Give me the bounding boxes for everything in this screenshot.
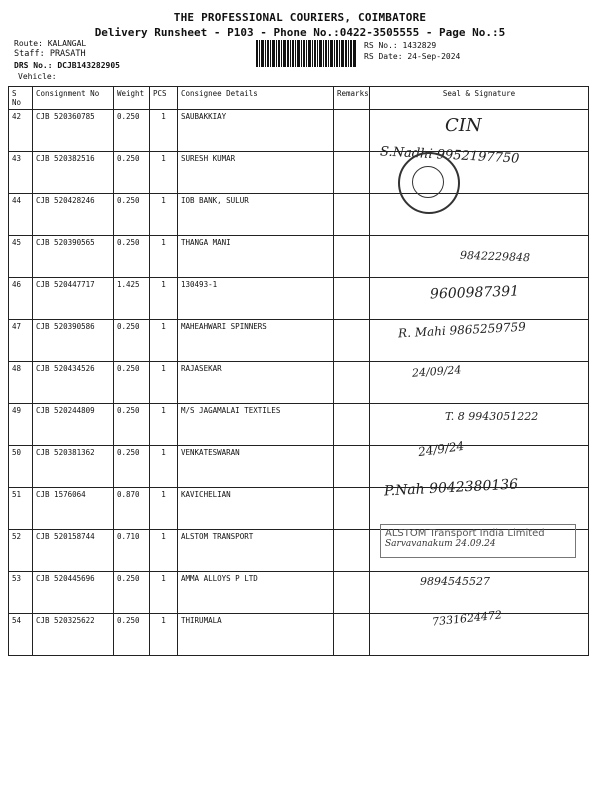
cell-weight: 0.250: [114, 194, 150, 236]
cell-consignee: AMMA ALLOYS P LTD: [178, 572, 334, 614]
table-row: [9, 572, 589, 614]
cell-sno: 53: [9, 572, 33, 614]
cell-pcs: 1: [150, 488, 178, 530]
alstom-stamp-line1: ALSTOM Transport India Limited: [385, 528, 545, 539]
signature-53: 9894545527: [420, 575, 490, 588]
cell-weight: 0.250: [114, 320, 150, 362]
cell-pcs: 1: [150, 614, 178, 656]
cell-consignment: CJB 520447717: [33, 278, 114, 320]
cell-consignment: CJB 520244809: [33, 404, 114, 446]
cell-weight: 0.250: [114, 446, 150, 488]
runsheet-subtitle: Delivery Runsheet - P103 - Phone No.:0422-3505555 - Page No.:5: [94, 26, 506, 39]
cell-consignment: CJB 520382516: [33, 152, 114, 194]
drs-label: DRS No.: DCJB143282905: [14, 61, 120, 70]
cell-remarks: [334, 278, 370, 320]
cell-consignment: CJB 520390565: [33, 236, 114, 278]
cell-weight: 0.250: [114, 614, 150, 656]
cell-consignment: CJB 520428246: [33, 194, 114, 236]
cell-remarks: [334, 614, 370, 656]
cell-consignee: SURESH KUMAR: [178, 152, 334, 194]
cell-consignment: CJB 520434526: [33, 362, 114, 404]
cell-consignee: RAJASEKAR: [178, 362, 334, 404]
cell-consignment: CJB 520360785: [33, 110, 114, 152]
cell-remarks: [334, 446, 370, 488]
signature-49: T. 8 9943051222: [445, 410, 539, 423]
col-sno: S No: [9, 87, 33, 110]
col-weight: Weight: [114, 87, 150, 110]
cell-consignment: CJB 520390586: [33, 320, 114, 362]
cell-consignee: IOB BANK, SULUR: [178, 194, 334, 236]
cell-pcs: 1: [150, 362, 178, 404]
cell-remarks: [334, 530, 370, 572]
cell-remarks: [334, 320, 370, 362]
col-pcs: PCS: [150, 87, 178, 110]
cell-pcs: 1: [150, 236, 178, 278]
cell-pcs: 1: [150, 572, 178, 614]
cell-consignment: CJB 520158744: [33, 530, 114, 572]
cell-sno: 47: [9, 320, 33, 362]
cell-sno: 45: [9, 236, 33, 278]
cell-remarks: [334, 488, 370, 530]
cell-pcs: 1: [150, 446, 178, 488]
rs-date: RS Date: 24-Sep-2024: [364, 52, 461, 61]
rs-number: RS No.: 1432829: [364, 41, 437, 50]
cell-pcs: 1: [150, 194, 178, 236]
cell-pcs: 1: [150, 530, 178, 572]
signature-50: 24/9/24: [417, 438, 466, 460]
cell-pcs: 1: [150, 152, 178, 194]
cell-weight: 0.710: [114, 530, 150, 572]
cell-consignee: M/S JAGAMALAI TEXTILES: [178, 404, 334, 446]
cell-weight: 0.250: [114, 362, 150, 404]
staff-label: Staff: PRASATH: [14, 49, 86, 59]
cell-remarks: [334, 194, 370, 236]
cell-consignee: THANGA MANI: [178, 236, 334, 278]
signature-45: 9842229848: [459, 248, 531, 265]
cell-pcs: 1: [150, 320, 178, 362]
company-title: THE PROFESSIONAL COURIERS, COIMBATORE: [173, 11, 427, 24]
cell-remarks: [334, 362, 370, 404]
cell-weight: 0.250: [114, 572, 150, 614]
alstom-stamp-line2: Sarvavanakum 24.09.24: [385, 539, 496, 549]
runsheet-meta-right: [364, 40, 460, 62]
table-row: [9, 110, 589, 152]
alstom-stamp: [380, 524, 576, 558]
cell-sno: 54: [9, 614, 33, 656]
signature-48: 24/09/24: [411, 363, 462, 380]
cell-weight: 0.250: [114, 236, 150, 278]
runsheet-table: [8, 86, 589, 656]
cell-sno: 44: [9, 194, 33, 236]
bank-stamp: [398, 152, 460, 214]
signature-42: CIN: [445, 115, 482, 136]
cell-remarks: [334, 572, 370, 614]
signature-47: R. Mahi 9865259759: [397, 319, 527, 341]
cell-remarks: [334, 110, 370, 152]
route-label: Route: KALANGAL: [14, 39, 87, 48]
table-row: [9, 362, 589, 404]
col-consignee: Consignee Details: [178, 87, 334, 110]
signature-46: 9600987391: [429, 283, 520, 303]
signature-54: 7331624472: [431, 608, 503, 629]
col-remarks: Remarks: [334, 87, 370, 110]
cell-signature: [370, 362, 589, 404]
cell-consignment: CJB 520381362: [33, 446, 114, 488]
cell-remarks: [334, 404, 370, 446]
cell-consignee: KAVICHELIAN: [178, 488, 334, 530]
barcode: [256, 40, 356, 67]
cell-sno: 48: [9, 362, 33, 404]
cell-remarks: [334, 152, 370, 194]
cell-consignment: CJB 520445696: [33, 572, 114, 614]
cell-pcs: 1: [150, 404, 178, 446]
cell-consignee: ALSTOM TRANSPORT: [178, 530, 334, 572]
cell-remarks: [334, 236, 370, 278]
cell-pcs: 1: [150, 278, 178, 320]
cell-sno: 46: [9, 278, 33, 320]
cell-sno: 52: [9, 530, 33, 572]
cell-weight: 0.250: [114, 152, 150, 194]
table-header-row: [9, 87, 589, 110]
cell-sno: 51: [9, 488, 33, 530]
cell-consignee: 130493-1: [178, 278, 334, 320]
cell-consignee: THIRUMALA: [178, 614, 334, 656]
runsheet-meta-left: [14, 38, 120, 82]
cell-consignee: VENKATESWARAN: [178, 446, 334, 488]
cell-consignment: CJB 1576064: [33, 488, 114, 530]
cell-weight: 1.425: [114, 278, 150, 320]
cell-sno: 42: [9, 110, 33, 152]
cell-consignee: SAUBAKKIAY: [178, 110, 334, 152]
cell-weight: 0.250: [114, 404, 150, 446]
col-signature: Seal & Signature: [370, 87, 589, 110]
cell-sno: 49: [9, 404, 33, 446]
cell-consignee: MAHEAHWARI SPINNERS: [178, 320, 334, 362]
vehicle-label: Vehicle:: [18, 72, 57, 81]
col-consignment: Consignment No: [33, 87, 114, 110]
table-row: [9, 194, 589, 236]
cell-pcs: 1: [150, 110, 178, 152]
cell-consignment: CJB 520325622: [33, 614, 114, 656]
cell-weight: 0.250: [114, 110, 150, 152]
cell-sno: 50: [9, 446, 33, 488]
cell-weight: 0.870: [114, 488, 150, 530]
cell-sno: 43: [9, 152, 33, 194]
signature-51: P.Nah 9042380136: [383, 476, 519, 500]
signature-43: S.Nadhi 9952197750: [379, 144, 520, 167]
